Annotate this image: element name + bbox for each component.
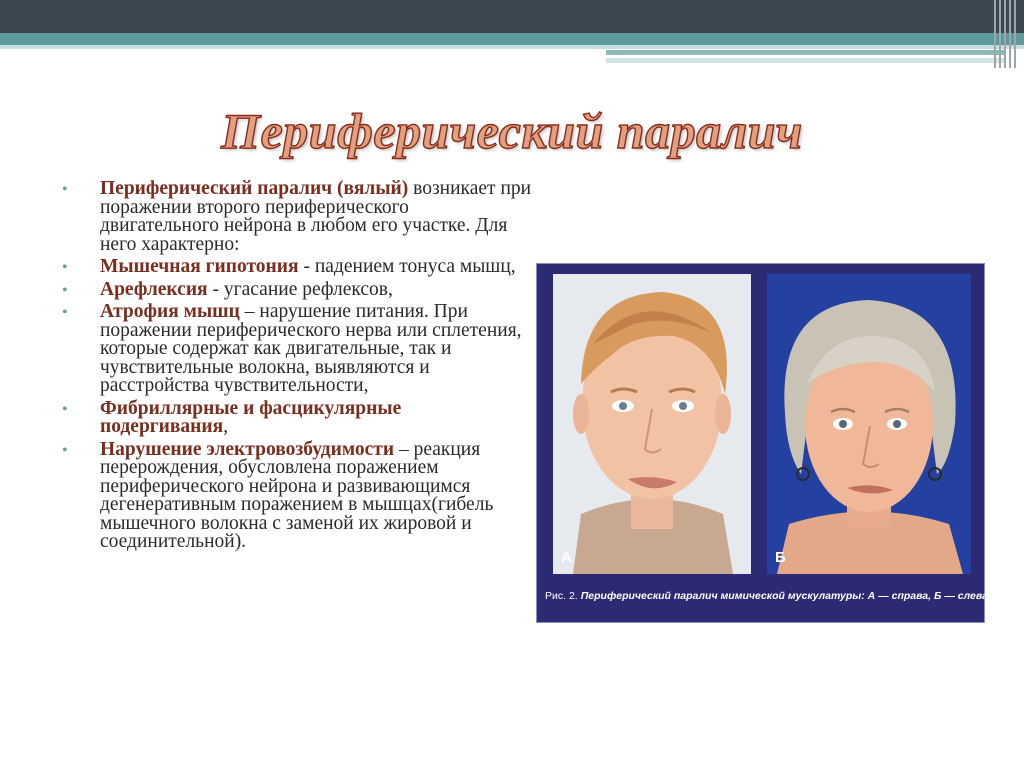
bullet-term: Атрофия мышц	[100, 301, 240, 322]
bullet-item	[62, 303, 532, 396]
bullet-icon: •	[62, 400, 68, 418]
bullet-icon: •	[62, 281, 68, 299]
photo-young-man	[553, 274, 751, 574]
figure-panel	[536, 263, 988, 623]
bullet-item	[62, 438, 532, 552]
bullet-text: - угасание рефлексов,	[207, 278, 393, 300]
photo-label-a: А	[561, 549, 572, 566]
bullet-item	[62, 397, 532, 437]
bullet-item	[62, 180, 532, 254]
young-man-illustration	[553, 274, 751, 574]
bullet-icon: •	[62, 259, 68, 276]
bullet-text: ,	[223, 416, 229, 437]
bullet-text: – реакция перерождения, обусловлена поражением периферического нейрона и развивающимся дегенеративным поражением в мышцах(гибель мышечного волокна с заменой их жировой и соединительной).	[100, 438, 494, 552]
header-band-dark	[0, 0, 1024, 33]
older-woman-illustration	[767, 274, 971, 574]
header-vertical-lines	[994, 0, 1018, 68]
bullet-list	[62, 180, 532, 556]
caption-prefix: Рис. 2.	[545, 590, 578, 602]
slide-title: Периферический паралич	[221, 103, 803, 159]
bullet-icon: •	[62, 181, 68, 198]
bullet-term: Нарушение электровозбудимости	[100, 438, 395, 460]
header-stripe	[606, 58, 1006, 63]
header-stripe	[606, 50, 1006, 55]
photo-older-woman	[767, 274, 971, 574]
bullet-term: Арефлексия	[100, 278, 208, 300]
bullet-term: Фибриллярные и фасцикулярные подергивания	[100, 397, 402, 437]
header-band-teal	[0, 33, 1024, 45]
bullet-text: возникает при поражении второго периферического двигательного нейрона в любом его участке. Для него характерно:	[100, 178, 532, 255]
bullet-text: – нарушение питания. При поражении периферического нерва или сплетения, которые содержат как двигательные, так и чувствительные волокна, выявляются и расстройства чувствительности,	[100, 301, 522, 396]
caption-text: Периферический паралич мимической мускулатуры: А — справа, Б — слева	[580, 590, 988, 602]
bullet-item	[62, 278, 532, 300]
bullet-icon: •	[62, 304, 68, 321]
bullet-icon: •	[62, 441, 68, 459]
bullet-item	[62, 258, 532, 277]
bullet-term: Мышечная гипотония	[100, 256, 299, 277]
header-band-light	[0, 45, 1024, 49]
figure-caption	[545, 590, 988, 602]
bullet-term: Периферический паралич (вялый)	[100, 178, 409, 199]
photo-label-b: Б	[775, 549, 786, 566]
bullet-text: - падением тонуса мышц,	[298, 256, 516, 277]
